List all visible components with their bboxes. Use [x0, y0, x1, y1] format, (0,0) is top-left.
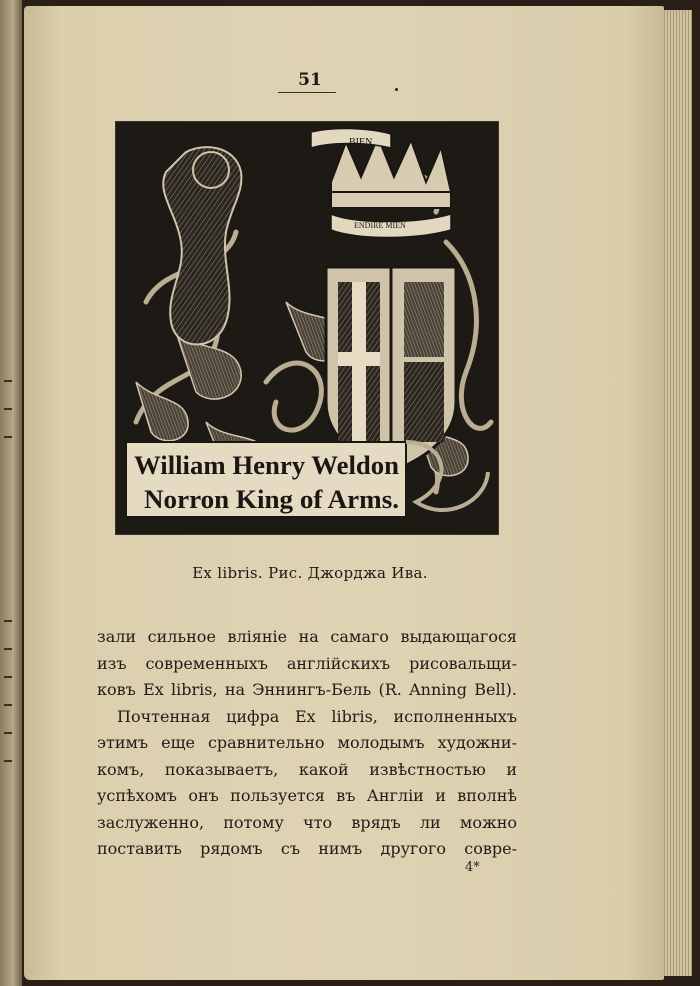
ex-libris-illustration [116, 122, 498, 534]
text-line: успѣхомъ онъ пользуется въ Англіи и вполнѣ [97, 786, 517, 805]
text-line: зали сильное вліяніе на самаго выдающагося [97, 627, 517, 646]
text-line: этимъ еще сравнительно молодымъ художни- [97, 733, 517, 752]
plate-motto-top: BIEN [349, 137, 373, 148]
text-line: Почтенная цифра Ex libris, исполненныхъ [117, 706, 517, 726]
text-line: поставить рядомъ съ нимъ другого совре- [97, 839, 517, 858]
plate-name-line-2: Norron King of Arms. [144, 485, 399, 514]
signature-mark: 4* [465, 860, 480, 875]
plate-motto-ribbon: ENDIRE MIEN [354, 221, 406, 230]
text-line: заслуженно, потому что врядъ ли можно [97, 812, 517, 832]
page-stack-edges [662, 10, 692, 976]
text-line: ковъ Ex libris, на Эннингъ-Бель (R. Anning Bell). [97, 680, 517, 699]
bookplate-engraving [116, 122, 498, 534]
plate-name-line-1: William Henry Weldon [134, 451, 400, 480]
text-line: изъ современныхъ англійскихъ рисовальщи- [97, 653, 517, 673]
adjacent-page-text-marks [4, 0, 14, 986]
body-text [97, 624, 517, 863]
illustration-caption: Ex libris. Рис. Джорджа Ива. [192, 564, 428, 582]
text-line: комъ, показываетъ, какой извѣстностью и [97, 759, 517, 779]
adjacent-page-edge [0, 0, 22, 986]
print-dot [395, 88, 398, 91]
page-number: 51 [298, 70, 322, 90]
page-number-rule [278, 92, 336, 93]
